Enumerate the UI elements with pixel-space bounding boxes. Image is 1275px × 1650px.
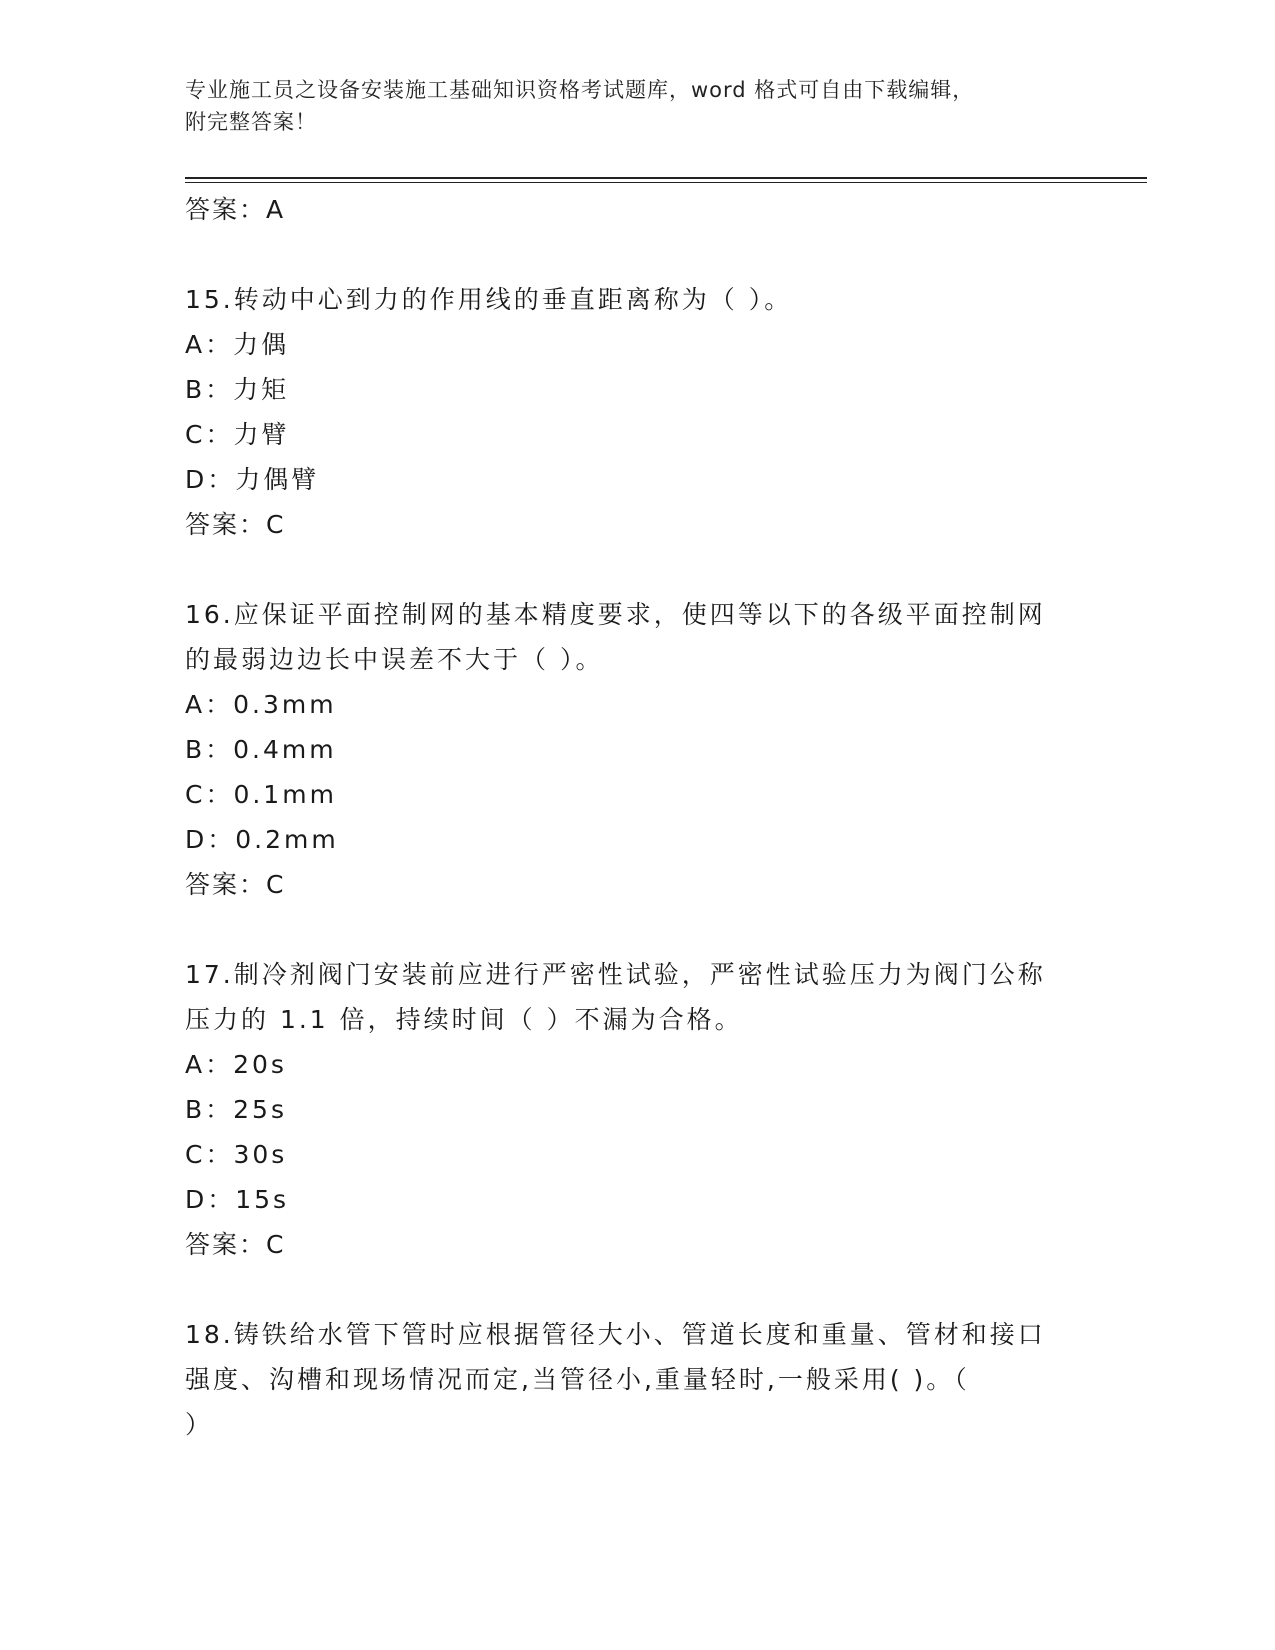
question-text: 的最弱边边长中误差不大于（ ）。 — [185, 645, 604, 674]
answer-line: 答案：A — [185, 195, 286, 224]
question-17 — [185, 952, 1085, 1267]
option-a: A：力偶 — [185, 330, 290, 359]
option-d: D：力偶臂 — [185, 465, 320, 494]
question-text: 压力的 1.1 倍，持续时间（ ）不漏为合格。 — [185, 1005, 743, 1034]
option-d: D：0.2mm — [185, 825, 339, 854]
header-divider-thin — [185, 182, 1147, 183]
header-divider-thick — [185, 177, 1147, 179]
question-text: 17.制冷剂阀门安装前应进行严密性试验，严密性试验压力为阀门公称 — [185, 960, 1046, 989]
option-b: B：力矩 — [185, 375, 290, 404]
option-c: C：30s — [185, 1140, 288, 1169]
question-text: 18.铸铁给水管下管时应根据管径大小、管道长度和重量、管材和接口 — [185, 1320, 1046, 1349]
header-line-1: 专业施工员之设备安装施工基础知识资格考试题库，word 格式可自由下载编辑， — [185, 78, 975, 102]
option-a: A：0.3mm — [185, 690, 337, 719]
spacer — [185, 232, 1085, 277]
spacer — [185, 1267, 1085, 1312]
question-16 — [185, 592, 1085, 907]
question-18 — [185, 1312, 1085, 1447]
spacer — [185, 907, 1085, 952]
spacer — [185, 547, 1085, 592]
option-c: C：力臂 — [185, 420, 290, 449]
option-d: D：15s — [185, 1185, 290, 1214]
question-15 — [185, 277, 1085, 547]
question-text: 15.转动中心到力的作用线的垂直距离称为（ ）。 — [185, 285, 793, 314]
answer-line: 答案：C — [185, 870, 286, 899]
option-b: B：25s — [185, 1095, 287, 1124]
answer-line: 答案：C — [185, 1230, 286, 1259]
option-b: B：0.4mm — [185, 735, 337, 764]
option-c: C：0.1mm — [185, 780, 337, 809]
question-text: ） — [185, 1410, 214, 1439]
option-a: A：20s — [185, 1050, 287, 1079]
question-text: 强度、沟槽和现场情况而定,当管径小,重量轻时,一般采用( )。（ — [185, 1365, 970, 1394]
question-list — [185, 187, 1085, 1447]
answer-line: 答案：C — [185, 510, 286, 539]
header-line-2: 附完整答案！ — [185, 110, 317, 134]
document-header — [185, 74, 1065, 138]
question-text: 16.应保证平面控制网的基本精度要求，使四等以下的各级平面控制网 — [185, 600, 1046, 629]
